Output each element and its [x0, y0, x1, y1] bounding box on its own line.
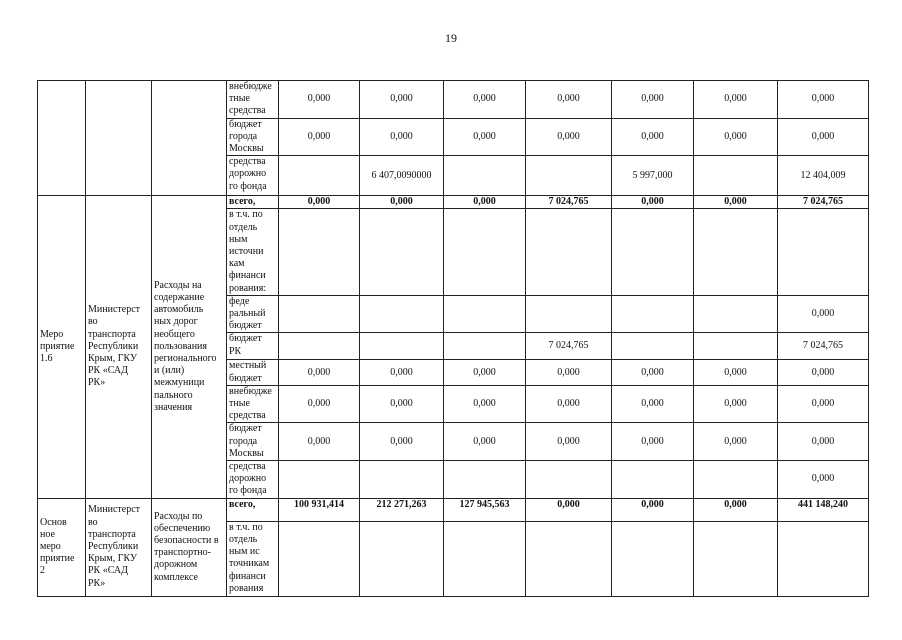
value-cell	[279, 81, 360, 119]
description-cell-text: Расходы по обеспечению безопасности в транспортно- дорожном комплексе	[154, 510, 219, 583]
value-cell	[444, 295, 526, 333]
value-cell	[526, 156, 612, 196]
value-cell	[612, 521, 694, 596]
value-cell	[279, 423, 360, 461]
value-cell	[778, 360, 869, 385]
value-text: 212 271,263	[376, 498, 427, 510]
responsible-cell-text: Министерст во транспорта Республики Крым, ГКУ РК «САД РК»	[88, 304, 141, 389]
value-cell	[694, 333, 778, 360]
value-text: 0,000	[641, 435, 664, 447]
description-cell	[152, 196, 227, 498]
funding-source-label: феде ральный бюджет	[229, 295, 266, 332]
value-text: 441 148,240	[798, 498, 848, 510]
funding-source-cell	[227, 360, 279, 385]
value-cell	[526, 81, 612, 119]
value-text: 0,000	[307, 93, 331, 105]
value-cell	[279, 360, 360, 385]
value-text: 7 024,765	[548, 340, 589, 352]
value-cell	[360, 295, 444, 333]
measure-cell-text: Меро приятие 1.6	[40, 328, 75, 365]
value-text: 0,000	[724, 398, 747, 410]
value-text: 100 931,414	[294, 498, 344, 510]
funding-source-cell	[227, 295, 279, 333]
funding-source-label: средства дорожно го фонда	[229, 156, 267, 192]
value-text: 0,000	[724, 196, 747, 208]
funding-source-cell	[227, 156, 279, 196]
value-text: 0,000	[473, 366, 496, 378]
value-cell	[444, 423, 526, 461]
value-text: 0,000	[557, 366, 580, 378]
value-text: 0,000	[473, 93, 496, 105]
value-cell	[612, 295, 694, 333]
value-text: 0,000	[473, 196, 496, 208]
value-cell	[526, 461, 612, 499]
measure-cell	[38, 498, 86, 596]
value-cell	[694, 118, 778, 156]
funding-source-cell	[227, 118, 279, 156]
responsible-cell	[86, 498, 152, 596]
responsible-cell	[86, 81, 152, 196]
value-text: 7 024,765	[548, 196, 589, 208]
value-text: 0,000	[811, 398, 835, 410]
value-cell	[526, 196, 612, 209]
value-text: 0,000	[473, 398, 496, 410]
value-cell	[279, 461, 360, 499]
value-cell	[526, 295, 612, 333]
value-cell	[778, 81, 869, 119]
value-cell	[778, 461, 869, 499]
value-cell	[360, 118, 444, 156]
funding-source-cell	[227, 423, 279, 461]
value-cell	[360, 156, 444, 196]
value-cell	[444, 81, 526, 119]
value-cell	[279, 209, 360, 295]
value-cell	[778, 196, 869, 209]
value-cell	[778, 209, 869, 295]
value-text: 0,000	[811, 308, 835, 320]
value-text: 0,000	[724, 130, 747, 142]
value-cell	[279, 196, 360, 209]
value-cell	[778, 295, 869, 333]
value-cell	[360, 423, 444, 461]
funding-source-label: бюджет города Москвы	[229, 118, 264, 155]
value-cell	[694, 295, 778, 333]
value-cell	[360, 521, 444, 596]
value-cell	[444, 196, 526, 209]
value-cell	[778, 156, 869, 196]
value-cell	[612, 209, 694, 295]
value-cell	[279, 295, 360, 333]
value-cell	[778, 498, 869, 521]
value-cell	[694, 521, 778, 596]
funding-source-cell	[227, 385, 279, 423]
funding-source-label: средства дорожно го фонда	[229, 461, 267, 497]
value-cell	[612, 423, 694, 461]
value-text: 0,000	[641, 366, 664, 378]
table-row	[38, 196, 869, 209]
value-text: 0,000	[811, 366, 835, 378]
funding-source-label: в т.ч. по отдель ным источни кам финанси рования:	[229, 209, 267, 294]
value-cell	[526, 385, 612, 423]
value-cell	[279, 498, 360, 521]
funding-source-label: всего,	[229, 498, 256, 510]
funding-source-cell	[227, 196, 279, 209]
value-cell	[526, 423, 612, 461]
value-text: 0,000	[641, 130, 664, 142]
value-cell	[694, 209, 778, 295]
value-text: 0,000	[390, 93, 413, 105]
value-text: 0,000	[307, 130, 331, 142]
funding-source-label: в т.ч. по отдель ным ис точникам финанси рования	[229, 521, 270, 594]
value-text: 0,000	[307, 398, 331, 410]
funding-source-cell	[227, 521, 279, 596]
value-cell	[360, 196, 444, 209]
value-text: 0,000	[811, 435, 835, 447]
value-text: 0,000	[724, 435, 747, 447]
value-text: 5 997,000	[632, 169, 673, 181]
value-text: 0,000	[557, 498, 580, 510]
funding-source-cell	[227, 209, 279, 295]
value-text: 0,000	[390, 398, 413, 410]
value-text: 0,000	[641, 196, 664, 208]
value-text: 0,000	[390, 435, 413, 447]
value-text: 0,000	[307, 435, 331, 447]
value-cell	[526, 333, 612, 360]
funding-source-label: всего,	[229, 196, 256, 208]
value-cell	[612, 196, 694, 209]
value-cell	[279, 333, 360, 360]
value-cell	[444, 498, 526, 521]
value-cell	[360, 498, 444, 521]
value-text: 0,000	[307, 366, 331, 378]
value-cell	[612, 360, 694, 385]
value-text: 0,000	[557, 93, 580, 105]
value-text: 0,000	[724, 498, 747, 510]
value-text: 0,000	[557, 130, 580, 142]
value-cell	[444, 209, 526, 295]
value-text: 12 404,009	[800, 169, 846, 181]
value-cell	[694, 385, 778, 423]
value-cell	[444, 333, 526, 360]
budget-table	[37, 80, 869, 597]
funding-source-label: бюджет города Москвы	[229, 423, 264, 459]
value-cell	[360, 360, 444, 385]
funding-source-label: местный бюджет	[229, 360, 267, 384]
value-cell	[444, 461, 526, 499]
value-cell	[526, 498, 612, 521]
value-text: 0,000	[811, 473, 835, 485]
value-text: 7 024,765	[803, 340, 843, 352]
value-cell	[526, 521, 612, 596]
value-cell	[612, 461, 694, 499]
value-cell	[612, 118, 694, 156]
value-text: 127 945,563	[459, 498, 510, 510]
value-cell	[526, 118, 612, 156]
value-cell	[444, 521, 526, 596]
table-row	[38, 498, 869, 521]
value-text: 0,000	[641, 498, 664, 510]
funding-source-label: внебюдже тные средства	[229, 81, 272, 117]
value-text: 0,000	[390, 366, 413, 378]
value-cell	[778, 333, 869, 360]
value-cell	[612, 333, 694, 360]
measure-cell	[38, 81, 86, 196]
value-cell	[526, 209, 612, 295]
value-text: 0,000	[811, 93, 835, 105]
value-cell	[444, 118, 526, 156]
value-cell	[279, 156, 360, 196]
value-text: 0,000	[307, 196, 331, 208]
responsible-cell	[86, 196, 152, 498]
value-cell	[612, 385, 694, 423]
value-cell	[360, 209, 444, 295]
value-cell	[279, 385, 360, 423]
value-text: 6 407,0090000	[371, 169, 432, 181]
funding-source-cell	[227, 333, 279, 360]
value-cell	[279, 521, 360, 596]
value-cell	[360, 81, 444, 119]
value-cell	[279, 118, 360, 156]
funding-source-cell	[227, 81, 279, 119]
value-text: 0,000	[557, 435, 580, 447]
value-text: 0,000	[811, 130, 835, 142]
value-cell	[444, 360, 526, 385]
description-cell	[152, 81, 227, 196]
value-cell	[694, 156, 778, 196]
value-cell	[778, 423, 869, 461]
responsible-cell-text: Министерст во транспорта Республики Крым, ГКУ РК «САД РК»	[88, 504, 141, 589]
funding-source-label: внебюдже тные средства	[229, 385, 272, 422]
value-text: 0,000	[473, 130, 496, 142]
value-text: 0,000	[641, 93, 664, 105]
value-cell	[694, 81, 778, 119]
value-cell	[526, 360, 612, 385]
value-cell	[612, 156, 694, 196]
value-text: 0,000	[473, 435, 496, 447]
value-text: 0,000	[641, 398, 664, 410]
value-cell	[694, 196, 778, 209]
value-cell	[360, 333, 444, 360]
value-cell	[694, 360, 778, 385]
value-text: 7 024,765	[803, 196, 843, 208]
value-text: 0,000	[724, 366, 747, 378]
value-cell	[360, 461, 444, 499]
measure-cell-text: Основ ное меро приятие 2	[40, 516, 75, 577]
funding-source-cell	[227, 461, 279, 499]
value-cell	[612, 81, 694, 119]
funding-source-label: бюджет РК	[229, 333, 262, 357]
funding-source-cell	[227, 498, 279, 521]
value-cell	[444, 156, 526, 196]
value-text: 0,000	[557, 398, 580, 410]
table-row	[38, 81, 869, 119]
description-cell	[152, 498, 227, 596]
value-cell	[444, 385, 526, 423]
value-cell	[360, 385, 444, 423]
description-cell-text: Расходы на содержание автомобиль ных дорог необщего пользования регионального и (или) межмуници пального значения	[154, 279, 217, 413]
value-text: 0,000	[390, 130, 413, 142]
value-cell	[778, 118, 869, 156]
value-text: 0,000	[390, 196, 413, 208]
value-cell	[694, 423, 778, 461]
value-cell	[694, 498, 778, 521]
value-text: 0,000	[724, 93, 747, 105]
value-cell	[612, 498, 694, 521]
value-cell	[778, 521, 869, 596]
value-cell	[778, 385, 869, 423]
page-number: 19	[445, 31, 457, 45]
measure-cell	[38, 196, 86, 498]
value-cell	[694, 461, 778, 499]
